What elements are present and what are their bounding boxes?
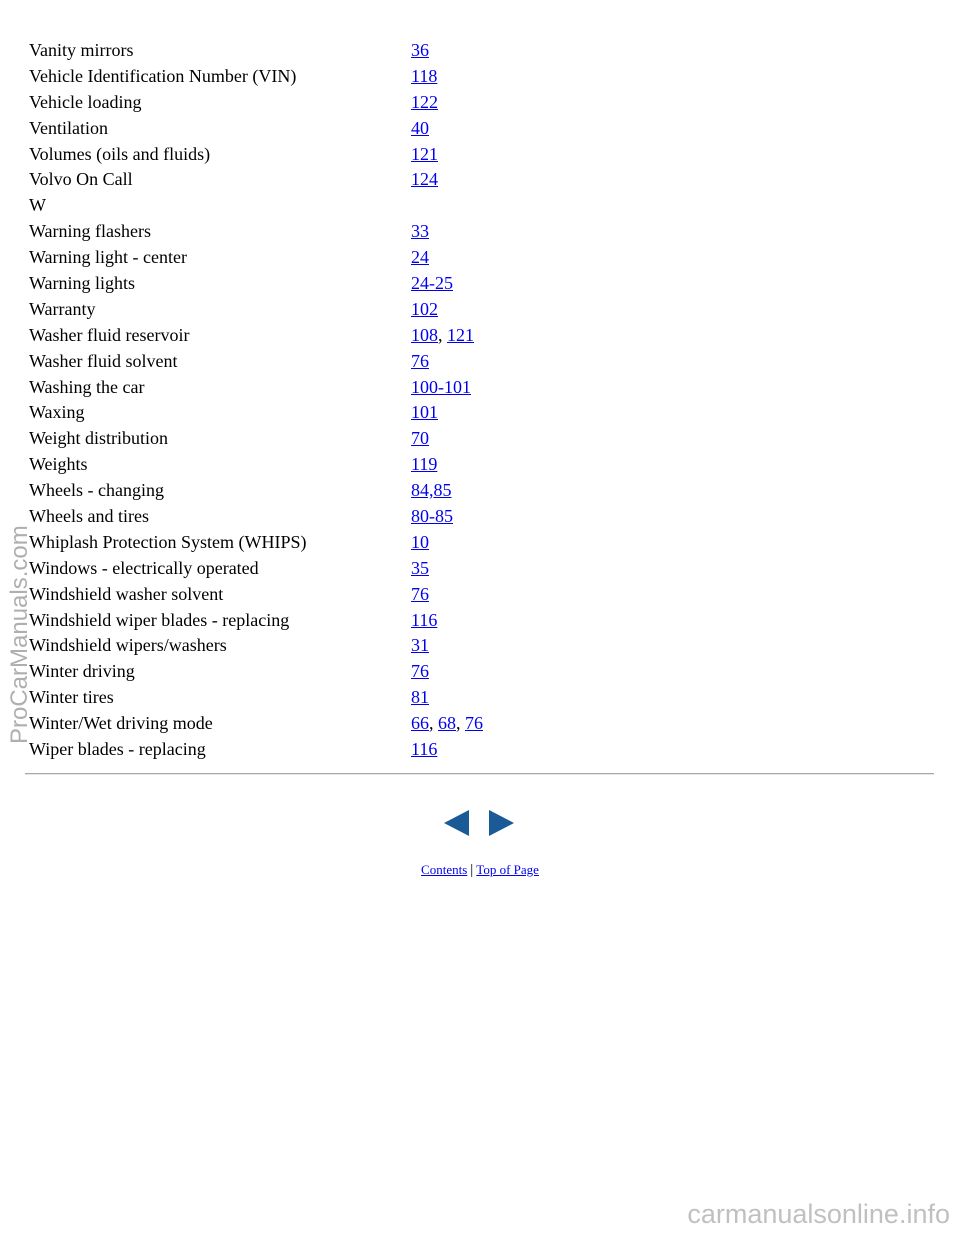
index-term: Windshield wiper blades - replacing <box>29 609 290 630</box>
index-pages <box>411 271 929 297</box>
page-link[interactable]: 121 <box>447 324 474 345</box>
index-term: Wheels and tires <box>29 506 149 527</box>
page-separator: , <box>456 713 465 734</box>
page-link[interactable]: 76 <box>411 661 429 682</box>
index-term: Vanity mirrors <box>29 40 134 60</box>
page-link[interactable]: 81 <box>411 687 429 708</box>
index-term: Washer fluid solvent <box>29 350 178 371</box>
contents-link[interactable]: Contents <box>421 862 468 877</box>
page-link[interactable]: 76 <box>411 583 429 604</box>
page-link[interactable]: 124 <box>411 169 438 190</box>
index-row <box>29 659 929 685</box>
index-row <box>29 90 929 116</box>
index-term: Wiper blades - replacing <box>29 739 206 760</box>
index-pages <box>411 297 929 323</box>
side-watermark: ProCarManuals.com <box>6 525 33 744</box>
page-link[interactable]: 68 <box>438 713 456 734</box>
index-term: Waxing <box>29 402 85 423</box>
index-pages <box>411 400 929 426</box>
index-term: W <box>29 195 46 216</box>
index-term: Winter driving <box>29 661 135 682</box>
page-link[interactable]: 66 <box>411 713 429 734</box>
bottom-watermark: carmanualsonline.info <box>687 1199 950 1229</box>
arrow-right-icon[interactable] <box>487 809 515 837</box>
arrow-left-icon[interactable] <box>443 809 471 837</box>
page-link[interactable]: 76 <box>411 350 429 371</box>
page-link[interactable]: 36 <box>411 40 429 60</box>
index-row <box>29 38 929 64</box>
index-term: Weight distribution <box>29 428 169 449</box>
page-link[interactable]: 33 <box>411 221 429 242</box>
index-row <box>29 323 929 349</box>
index-term: Warning light - center <box>29 247 187 268</box>
index-row <box>29 711 929 737</box>
index-term: Warning lights <box>29 273 136 294</box>
index-pages <box>411 633 929 659</box>
page-link[interactable]: 24 <box>411 247 429 268</box>
divider <box>25 773 934 775</box>
index-pages <box>411 608 929 634</box>
page-link[interactable]: 119 <box>411 454 438 475</box>
page-separator: , <box>429 713 438 734</box>
index-pages <box>411 711 929 737</box>
index-pages <box>411 64 929 90</box>
index-pages <box>411 142 929 168</box>
index-row <box>29 608 929 634</box>
index-term: Windows - electrically operated <box>29 557 259 578</box>
index-pages <box>411 452 929 478</box>
index-term: Vehicle Identification Number (VIN) <box>29 65 297 86</box>
index-row <box>29 167 929 193</box>
index-row <box>29 64 929 90</box>
index-term: Ventilation <box>29 117 108 138</box>
index-term: Washing the car <box>29 376 145 397</box>
footer-links <box>0 860 960 880</box>
page-link[interactable]: 24-25 <box>411 273 453 294</box>
index-term: Wheels - changing <box>29 480 164 501</box>
index-pages <box>411 530 929 556</box>
index-row <box>29 193 929 219</box>
arrow-right-shape <box>489 810 514 836</box>
index-term: Whiplash Protection System (WHIPS) <box>29 531 307 552</box>
index-pages <box>411 504 929 530</box>
page-link[interactable]: 122 <box>411 91 438 112</box>
index-row <box>29 426 929 452</box>
page-link[interactable]: 118 <box>411 65 438 86</box>
index-row <box>29 685 929 711</box>
arrow-left-shape <box>444 810 469 836</box>
page-link[interactable]: 80-85 <box>411 506 453 527</box>
page-link[interactable]: 10 <box>411 531 429 552</box>
index-row <box>29 556 929 582</box>
index-row <box>29 349 929 375</box>
index-pages <box>411 426 929 452</box>
index-pages <box>411 90 929 116</box>
index-pages <box>411 219 929 245</box>
index-pages <box>411 245 929 271</box>
page-separator: , <box>438 324 447 345</box>
page-navigation <box>443 809 519 837</box>
index-pages <box>411 659 929 685</box>
index-pages <box>411 375 929 401</box>
index-term: Warranty <box>29 298 96 319</box>
index-pages <box>411 167 929 193</box>
index-pages <box>411 116 929 142</box>
page-link[interactable]: 40 <box>411 117 429 138</box>
index-row <box>29 530 929 556</box>
page-link[interactable]: 101 <box>411 402 438 423</box>
index-row <box>29 582 929 608</box>
index-row <box>29 375 929 401</box>
index-pages <box>411 349 929 375</box>
index-term: Windshield washer solvent <box>29 583 224 604</box>
index-pages <box>411 556 929 582</box>
page-link[interactable]: 35 <box>411 557 429 578</box>
index-row <box>29 297 929 323</box>
index-term: Vehicle loading <box>29 91 142 112</box>
index-term: Weights <box>29 454 88 475</box>
page-link[interactable]: 116 <box>411 609 438 630</box>
index-pages <box>411 737 929 763</box>
index-pages <box>411 478 929 504</box>
top-of-page-link[interactable]: Top of Page <box>476 862 539 877</box>
index-term: Warning flashers <box>29 221 152 242</box>
index-pages <box>411 38 929 64</box>
page-link[interactable]: 76 <box>465 713 483 734</box>
page-link[interactable]: 70 <box>411 428 429 449</box>
page-link[interactable]: 108 <box>411 324 438 345</box>
index-row <box>29 271 929 297</box>
index-term: Volvo On Call <box>29 169 133 190</box>
index-pages <box>411 685 929 711</box>
index-term: Volumes (oils and fluids) <box>29 143 211 164</box>
page-link[interactable]: 102 <box>411 298 438 319</box>
index-row <box>29 142 929 168</box>
page-link[interactable]: 121 <box>411 143 438 164</box>
index-row <box>29 633 929 659</box>
index-row <box>29 219 929 245</box>
page-link[interactable]: 84,85 <box>411 480 452 501</box>
index-row <box>29 478 929 504</box>
footer-separator: | <box>470 862 474 878</box>
index-row <box>29 245 929 271</box>
page-link[interactable]: 116 <box>411 739 438 760</box>
index-row <box>29 452 929 478</box>
index-term: Winter tires <box>29 687 114 708</box>
index-row <box>29 504 929 530</box>
index-row <box>29 400 929 426</box>
page-link[interactable]: 100-101 <box>411 376 471 397</box>
index-row <box>29 737 929 763</box>
index-table <box>29 38 929 763</box>
index-pages <box>411 323 929 349</box>
index-term: Washer fluid reservoir <box>29 324 190 345</box>
index-term: Windshield wipers/washers <box>29 635 227 656</box>
page-link[interactable]: 31 <box>411 635 429 656</box>
index-row <box>29 116 929 142</box>
index-term: Winter/Wet driving mode <box>29 713 213 734</box>
index-pages <box>411 582 929 608</box>
